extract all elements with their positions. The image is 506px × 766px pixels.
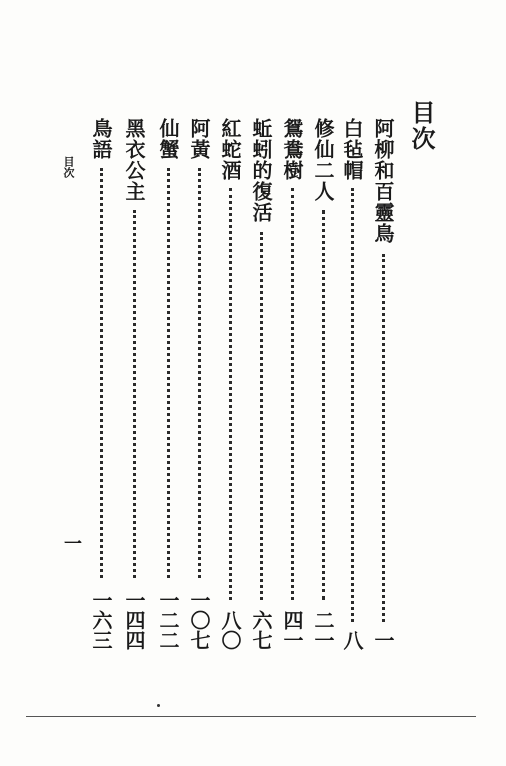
toc-entry-title: 黑衣公主: [122, 118, 146, 202]
toc-entry-page: 一二二: [156, 590, 180, 650]
toc-entry-page: 八: [340, 630, 364, 650]
toc-entry-title: 阿黃: [187, 118, 211, 160]
toc-entry-title: 鴛鴦樹: [280, 118, 304, 181]
running-header: 目次: [62, 156, 75, 178]
toc-entry-title: 阿柳和百靈鳥: [371, 118, 395, 244]
toc-entry-title: 紅蛇酒: [218, 118, 242, 181]
toc-entry-title: 鳥語: [89, 118, 113, 160]
toc-entry-title: 仙蟹: [156, 118, 180, 160]
dot-leader: [351, 188, 354, 622]
scan-edge-line: [26, 716, 476, 717]
scan-speck: [157, 704, 160, 707]
toc-entry-page: 四一: [280, 610, 304, 650]
toc-entry-page: 一: [371, 630, 395, 650]
page-number: 一: [64, 534, 82, 555]
dot-leader: [229, 188, 232, 600]
toc-entry-page: 一四四: [122, 590, 146, 650]
dot-leader: [291, 188, 294, 600]
toc-entry-page: 一六三: [89, 590, 113, 650]
dot-leader: [133, 210, 136, 578]
dot-leader: [198, 168, 201, 578]
toc-entry-page: 二一: [311, 610, 335, 650]
dot-leader: [322, 210, 325, 600]
toc-title: 目次: [407, 100, 436, 152]
toc-entry-title: 白毡帽: [340, 118, 364, 181]
toc-entry-title: 蚯蚓的復活: [249, 118, 273, 223]
dot-leader: [260, 232, 263, 600]
dot-leader: [382, 254, 385, 622]
dot-leader: [167, 168, 170, 578]
toc-entry-title: 修仙二人: [311, 118, 335, 202]
toc-entry-page: 六七: [249, 610, 273, 650]
toc-entry-page: 一〇七: [187, 590, 211, 650]
dot-leader: [100, 168, 103, 578]
toc-entry-page: 八〇: [218, 610, 242, 650]
